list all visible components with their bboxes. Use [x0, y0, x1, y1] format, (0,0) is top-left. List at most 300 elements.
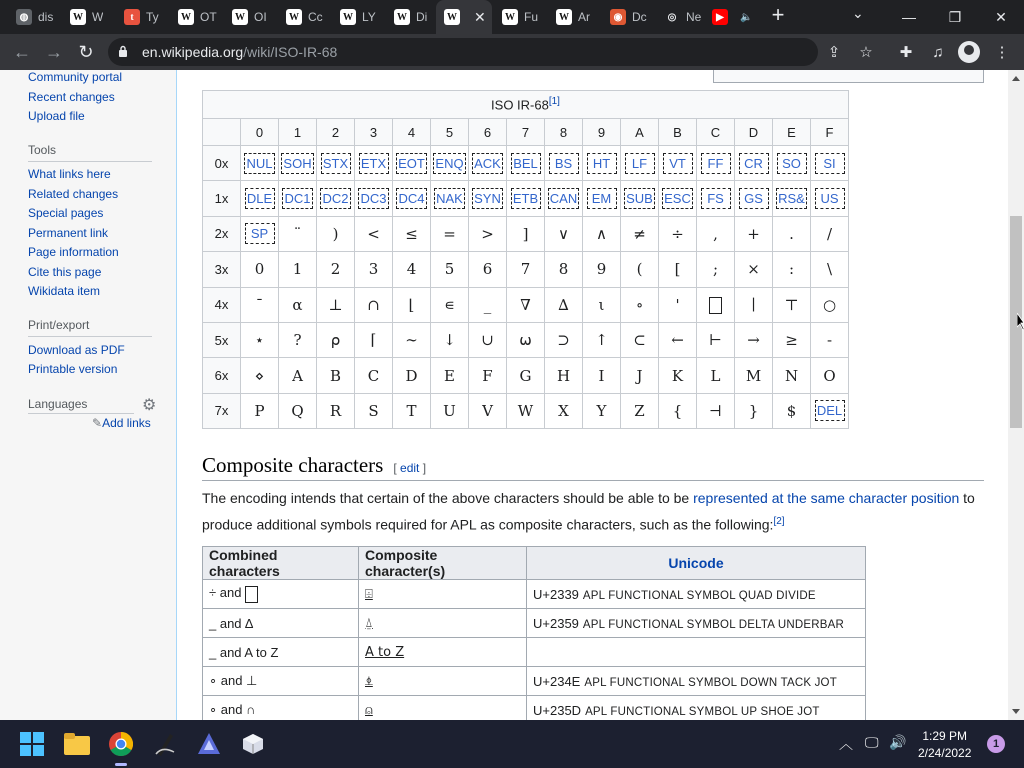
- article-content: [176, 70, 1008, 720]
- control-code-link[interactable]: ETX: [359, 153, 389, 174]
- unicode-name: APL FUNCTIONAL SYMBOL DOWN TACK JOT: [584, 676, 837, 689]
- charset-cell: [507, 216, 545, 251]
- charset-glyph: 7: [520, 260, 531, 279]
- browser-tab[interactable]: [704, 0, 754, 34]
- row-header: 0x: [203, 146, 241, 181]
- control-code-link[interactable]: LF: [625, 153, 655, 174]
- charset-glyph: ∇: [520, 295, 531, 314]
- network-icon[interactable]: 🖵: [865, 734, 879, 750]
- column-header: D: [735, 119, 773, 146]
- tab-title: OI: [254, 10, 267, 24]
- charset-cell: [545, 181, 583, 216]
- charset-cell: [393, 146, 431, 181]
- control-code-link[interactable]: DC2: [320, 188, 350, 209]
- control-code-link[interactable]: DC3: [358, 188, 388, 209]
- charset-cell: [659, 216, 697, 251]
- unicode-column-header[interactable]: Unicode: [527, 547, 866, 580]
- table-row: [203, 146, 849, 181]
- charset-glyph: ∩: [367, 295, 380, 314]
- row-header: 2x: [203, 216, 241, 251]
- sidebar-heading-print-export: Print/export: [28, 318, 90, 332]
- charset-cell: [659, 287, 697, 322]
- browser-tab[interactable]: [170, 0, 224, 34]
- control-code-link[interactable]: DC4: [396, 188, 426, 209]
- browser-tab[interactable]: [548, 0, 602, 34]
- charset-cell: [317, 393, 355, 428]
- wikipedia-icon: W: [232, 9, 248, 25]
- unicode-cell: [527, 609, 866, 638]
- charset-cell: [241, 287, 279, 322]
- sidebar-item-community-portal[interactable]: Community portal: [28, 70, 123, 84]
- charset-glyph: →: [747, 331, 760, 350]
- charset-glyph: ×: [747, 260, 760, 279]
- charset-glyph: 0: [254, 260, 265, 279]
- charset-cell: [469, 393, 507, 428]
- browser-tab[interactable]: [436, 0, 492, 34]
- column-header[interactable]: Combined characters: [203, 547, 359, 580]
- charset-glyph: I: [598, 366, 605, 385]
- control-code-link[interactable]: RS&: [776, 188, 807, 209]
- charset-glyph: <: [367, 224, 380, 243]
- control-code-link[interactable]: GS: [739, 188, 769, 209]
- charset-glyph: 2: [330, 260, 341, 279]
- reference-link[interactable]: [2]: [773, 516, 785, 527]
- charset-glyph: X: [558, 401, 569, 420]
- address-bar[interactable]: [108, 38, 818, 66]
- back-arrow-icon[interactable]: ←: [13, 41, 31, 62]
- more-menu-icon[interactable]: ⋮: [994, 44, 1010, 61]
- composite-glyph: ⌹: [365, 587, 373, 602]
- charset-cell: [393, 216, 431, 251]
- charset-cell: [697, 146, 735, 181]
- section-title: Composite characters: [202, 453, 384, 477]
- show-hidden-icons-chevron[interactable]: ︿: [839, 736, 853, 752]
- charset-cell: [621, 252, 659, 287]
- charset-cell: [735, 287, 773, 322]
- charset-glyph: Z: [634, 401, 645, 420]
- chrome-taskbar-icon[interactable]: [105, 728, 137, 760]
- charset-cell: [355, 146, 393, 181]
- charset-cell: [621, 358, 659, 393]
- charset-cell: [431, 287, 469, 322]
- charset-cell: [621, 393, 659, 428]
- combined-characters-cell: _ and ∆: [203, 609, 359, 638]
- charset-glyph: 5: [444, 260, 455, 279]
- unicode-name: APL FUNCTIONAL SYMBOL QUAD DIVIDE: [582, 589, 816, 602]
- charset-glyph: ⊃: [557, 331, 570, 350]
- section-edit: [ edit ]: [393, 461, 427, 475]
- bookmark-star-icon[interactable]: ☆: [859, 44, 873, 61]
- control-code-link[interactable]: FF: [701, 153, 731, 174]
- column-header: 6: [469, 119, 507, 146]
- scroll-up-arrow[interactable]: [1012, 76, 1020, 81]
- control-code-link[interactable]: CAN: [548, 188, 579, 209]
- restore-button[interactable]: ❐: [948, 8, 962, 25]
- charset-cell: [279, 322, 317, 357]
- charset-cell: [773, 393, 811, 428]
- charset-glyph: ;: [712, 260, 719, 279]
- charset-glyph: ): [332, 224, 339, 243]
- control-code-link[interactable]: SUB: [624, 188, 655, 209]
- charset-cell: [545, 287, 583, 322]
- charset-glyph: ¯: [255, 295, 264, 314]
- charset-glyph: ⊂: [633, 331, 646, 350]
- control-code-link[interactable]: EM: [587, 188, 617, 209]
- unicode-cell: [527, 580, 866, 609]
- sidebar-item-upload-file[interactable]: Upload file: [28, 109, 85, 123]
- sidebar-item-printable-version[interactable]: Printable version: [28, 362, 118, 376]
- sidebar-item-permanent-link[interactable]: Permanent link: [28, 226, 109, 240]
- charset-table: [202, 90, 849, 429]
- control-code-link[interactable]: NUL: [244, 153, 274, 174]
- mouse-cursor-icon: [1017, 313, 1024, 331]
- control-code-link[interactable]: VT: [663, 153, 693, 174]
- charset-cell: [355, 358, 393, 393]
- charset-cell: [773, 358, 811, 393]
- charset-cell: [583, 216, 621, 251]
- column-header[interactable]: Composite character(s): [359, 547, 527, 580]
- charset-glyph: .: [789, 224, 794, 243]
- column-header: F: [811, 119, 849, 146]
- para-text-1: The encoding intends that certain of the above characters should be able to be: [202, 490, 694, 506]
- charset-glyph: M: [745, 366, 762, 385]
- control-code-link[interactable]: ACK: [472, 153, 503, 174]
- wiki-sidebar: [0, 70, 176, 720]
- triangle-app-icon[interactable]: [193, 728, 225, 760]
- control-code-link[interactable]: US: [815, 188, 845, 209]
- charset-glyph: ←: [671, 331, 684, 350]
- window-controls: [886, 0, 1024, 34]
- pen-app-icon[interactable]: [149, 728, 181, 760]
- charset-glyph: ,: [713, 224, 718, 243]
- unicode-name: APL FUNCTIONAL SYMBOL UP SHOE JOT: [585, 705, 820, 718]
- control-code-link[interactable]: EOT: [396, 153, 427, 174]
- charset-glyph: ≠: [633, 224, 646, 243]
- charset-cell: [431, 252, 469, 287]
- browser-tab[interactable]: [8, 0, 62, 34]
- charset-cell: [545, 146, 583, 181]
- divider: [202, 480, 984, 481]
- column-header: 2: [317, 119, 355, 146]
- control-code-link[interactable]: NAK: [434, 188, 465, 209]
- wikipedia-icon: W: [178, 9, 194, 25]
- charset-cell: [431, 216, 469, 251]
- charset-cell: [621, 216, 659, 251]
- charset-cell: [241, 181, 279, 216]
- charset-cell: [697, 287, 735, 322]
- sidebar-item-special-pages[interactable]: Special pages: [28, 206, 104, 220]
- volume-icon[interactable]: 🔊: [889, 734, 907, 750]
- file-explorer-icon[interactable]: [61, 728, 93, 760]
- charset-cell: [621, 322, 659, 357]
- charset-cell: [811, 146, 849, 181]
- windows-taskbar: [0, 720, 1024, 768]
- charset-cell: [621, 181, 659, 216]
- table-row: [203, 393, 849, 428]
- charset-glyph: R: [329, 401, 342, 420]
- charset-cell: [469, 252, 507, 287]
- charset-glyph: ↓: [443, 331, 456, 350]
- sidebar-item-wikidata-item[interactable]: Wikidata item: [28, 284, 101, 298]
- composite-character-cell: [359, 667, 527, 696]
- charset-cell: [507, 393, 545, 428]
- charset-glyph: ]: [522, 224, 529, 243]
- url-host: en.wikipedia.org: [142, 44, 244, 60]
- reload-icon[interactable]: ↻: [78, 41, 94, 62]
- column-header: C: [697, 119, 735, 146]
- charset-cell: [279, 181, 317, 216]
- charset-glyph: D: [405, 366, 418, 385]
- charset-cell: [355, 216, 393, 251]
- tab-title: W: [92, 10, 104, 24]
- sidebar-item-download-pdf[interactable]: Download as PDF: [28, 343, 125, 357]
- tab-title: LY: [362, 10, 376, 24]
- charset-cell: [811, 252, 849, 287]
- sidebar-item-recent-changes[interactable]: Recent changes: [28, 90, 115, 104]
- charset-glyph: ⌈: [370, 331, 377, 350]
- browser-tab[interactable]: [602, 0, 656, 34]
- charset-glyph: ∪: [481, 331, 494, 350]
- unicode-codepoint: U+234E: [533, 673, 581, 689]
- browser-tab[interactable]: [656, 0, 704, 34]
- control-code-link[interactable]: SOH: [281, 153, 313, 174]
- table-row: [203, 358, 849, 393]
- unicode-name: APL FUNCTIONAL SYMBOL DELTA UNDERBAR: [582, 618, 845, 631]
- close-window-button[interactable]: ✕: [995, 8, 1007, 25]
- control-code-link[interactable]: SI: [815, 153, 845, 174]
- charset-cell: [773, 287, 811, 322]
- column-header: 5: [431, 119, 469, 146]
- charset-cell: [355, 393, 393, 428]
- tab-title: Fu: [524, 10, 539, 24]
- charset-cell: [773, 322, 811, 357]
- close-tab-icon[interactable]: ✕: [474, 8, 486, 25]
- charset-glyph: _: [483, 295, 492, 314]
- charset-cell: [735, 181, 773, 216]
- column-header: 1: [279, 119, 317, 146]
- charset-cell: [583, 181, 621, 216]
- column-header: 4: [393, 119, 431, 146]
- combined-characters-cell: ∘ and ⊥: [203, 667, 359, 696]
- control-code-link[interactable]: HT: [587, 153, 617, 174]
- charset-cell: [735, 358, 773, 393]
- charset-cell: [621, 287, 659, 322]
- table-row: [203, 287, 849, 322]
- control-code-link[interactable]: CR: [739, 153, 769, 174]
- charset-glyph: ∨: [558, 224, 569, 243]
- charset-cell: [811, 358, 849, 393]
- charset-cell: [393, 393, 431, 428]
- browser-tab[interactable]: [116, 0, 170, 34]
- charset-glyph: ≥: [785, 331, 798, 350]
- reference-link[interactable]: [1]: [548, 96, 560, 108]
- charset-cell: [583, 146, 621, 181]
- table-row: [203, 638, 866, 667]
- charset-glyph: ≤: [405, 224, 418, 243]
- charset-glyph: ⋆: [254, 331, 265, 350]
- charset-glyph: W: [517, 401, 534, 420]
- same-position-link[interactable]: represented at the same character position: [693, 490, 960, 506]
- charset-caption-text: ISO IR-68: [491, 97, 549, 113]
- control-code-link[interactable]: ETB: [511, 188, 541, 209]
- control-code-link[interactable]: DLE: [245, 188, 275, 209]
- charset-glyph: ': [675, 295, 680, 314]
- charset-cell: [393, 252, 431, 287]
- composite-glyph: ⍎: [365, 674, 373, 689]
- tab-search-icon[interactable]: ⌄: [852, 5, 864, 21]
- sidebar-item-what-links-here[interactable]: What links here: [28, 167, 111, 181]
- charset-cell: [735, 252, 773, 287]
- charset-glyph: U: [443, 401, 456, 420]
- divider: [28, 336, 152, 337]
- chrome-icon: ◎: [664, 9, 680, 25]
- tab-title: Ne: [686, 10, 702, 24]
- charset-cell: [735, 393, 773, 428]
- scroll-down-arrow[interactable]: [1012, 709, 1020, 714]
- extensions-puzzle-icon[interactable]: ✚: [899, 44, 913, 61]
- charset-cell: [469, 216, 507, 251]
- browser-tab[interactable]: [494, 0, 548, 34]
- table-row: [203, 667, 866, 696]
- url-text: [142, 44, 337, 60]
- control-code-link[interactable]: FS: [701, 188, 731, 209]
- browser-tab[interactable]: [278, 0, 332, 34]
- corner-cell: [203, 119, 241, 146]
- edit-link[interactable]: edit: [400, 461, 420, 475]
- charset-glyph: V: [482, 401, 493, 420]
- charset-cell: [355, 181, 393, 216]
- charset-cell: [279, 252, 317, 287]
- charset-cell: [317, 322, 355, 357]
- composite-glyph: ⍙: [365, 616, 373, 631]
- charset-glyph: L: [710, 366, 721, 385]
- para-text-2: to produce additional symbols required for APL as composite characters, such as the following:: [202, 490, 975, 533]
- charset-cell: [621, 146, 659, 181]
- charset-cell: [697, 322, 735, 357]
- divider: [28, 413, 134, 414]
- composite-glyph: A to Z: [365, 645, 405, 660]
- wtf-icon: W: [70, 9, 86, 25]
- browser-tab[interactable]: [62, 0, 116, 34]
- table-row: [203, 322, 849, 357]
- charset-glyph: :: [788, 260, 795, 279]
- divider: [28, 161, 152, 162]
- notification-badge[interactable]: 1: [987, 735, 1005, 753]
- media-control-icon[interactable]: ♫: [932, 43, 944, 61]
- charset-glyph: ⊥: [328, 295, 343, 314]
- column-header: 7: [507, 119, 545, 146]
- charset-cell: [697, 181, 735, 216]
- add-links-link[interactable]: [92, 416, 151, 430]
- profile-avatar[interactable]: [958, 41, 980, 63]
- row-header: 5x: [203, 322, 241, 357]
- charset-cell: [811, 322, 849, 357]
- sidebar-item-cite-this-page[interactable]: Cite this page: [28, 265, 102, 279]
- control-code-link[interactable]: BS: [549, 153, 579, 174]
- charset-glyph: 4: [406, 260, 417, 279]
- charset-cell: [279, 146, 317, 181]
- control-code-link[interactable]: DC1: [282, 188, 312, 209]
- charset-glyph: ¨: [293, 224, 302, 243]
- charset-glyph: -: [826, 331, 833, 350]
- forward-arrow-icon[interactable]: →: [45, 41, 63, 62]
- system-clock[interactable]: [918, 728, 971, 762]
- charset-glyph: =: [443, 224, 456, 243]
- wikipedia-icon: W: [556, 9, 572, 25]
- charset-cell: [279, 393, 317, 428]
- page-scrollbar[interactable]: [1008, 70, 1024, 720]
- audio-playing-icon[interactable]: 🔈: [740, 11, 753, 23]
- charset-cell: [469, 322, 507, 357]
- control-code-link[interactable]: ENQ: [433, 153, 465, 174]
- charset-glyph: \: [826, 260, 833, 279]
- control-code-link[interactable]: SO: [777, 153, 807, 174]
- unicode-cell: [527, 667, 866, 696]
- control-code-link[interactable]: ESC: [662, 188, 693, 209]
- control-code-link[interactable]: DEL: [815, 400, 845, 421]
- gear-icon[interactable]: ⚙: [142, 397, 157, 414]
- sidebar-item-related-changes[interactable]: Related changes: [28, 187, 119, 201]
- new-tab-button[interactable]: +: [771, 2, 785, 27]
- browser-tab[interactable]: [332, 0, 386, 34]
- browser-tab[interactable]: [386, 0, 436, 34]
- charset-glyph: Y: [596, 401, 607, 420]
- charset-glyph: E: [444, 366, 455, 385]
- charset-cell: [317, 252, 355, 287]
- charset-cell: [659, 358, 697, 393]
- charset-cell: [241, 322, 279, 357]
- charset-cell: [507, 322, 545, 357]
- control-code-link[interactable]: BEL: [511, 153, 541, 174]
- cube-app-icon[interactable]: [237, 728, 269, 760]
- control-code-link[interactable]: STX: [321, 153, 351, 174]
- windows-start-icon[interactable]: [16, 728, 48, 760]
- tumblr-icon: t: [124, 9, 140, 25]
- charset-cell: [393, 358, 431, 393]
- pencil-icon: ✎: [92, 416, 103, 430]
- charset-glyph: ∣: [751, 295, 756, 314]
- charset-glyph: ⌊: [408, 295, 415, 314]
- page-viewport: [0, 70, 1008, 720]
- charset-cell: [431, 393, 469, 428]
- charset-cell: [241, 358, 279, 393]
- charset-cell: [507, 358, 545, 393]
- charset-cell: [773, 216, 811, 251]
- charset-glyph: ∊: [444, 295, 455, 314]
- charset-glyph: F: [482, 366, 493, 385]
- table-row: [203, 216, 849, 251]
- globe-icon: ◍: [16, 9, 32, 25]
- charset-glyph: (: [636, 260, 643, 279]
- composite-glyph: ⍝: [365, 703, 373, 718]
- charset-glyph: }: [748, 401, 759, 420]
- share-icon[interactable]: ⇪: [827, 44, 841, 61]
- charset-cell: [355, 287, 393, 322]
- tab-title: Ar: [578, 10, 590, 24]
- browser-tab[interactable]: [224, 0, 278, 34]
- sidebar-heading-tools: Tools: [28, 143, 57, 157]
- wikipedia-icon: W: [444, 9, 460, 25]
- control-code-link[interactable]: SYN: [472, 188, 503, 209]
- sidebar-item-page-information[interactable]: Page information: [28, 245, 119, 259]
- charset-glyph: +: [747, 224, 760, 243]
- wtf-icon: W: [502, 9, 518, 25]
- row-header: 1x: [203, 181, 241, 216]
- charset-cell: [431, 322, 469, 357]
- column-header: A: [621, 119, 659, 146]
- minimize-button[interactable]: —: [902, 9, 916, 25]
- control-code-link[interactable]: SP: [245, 223, 275, 244]
